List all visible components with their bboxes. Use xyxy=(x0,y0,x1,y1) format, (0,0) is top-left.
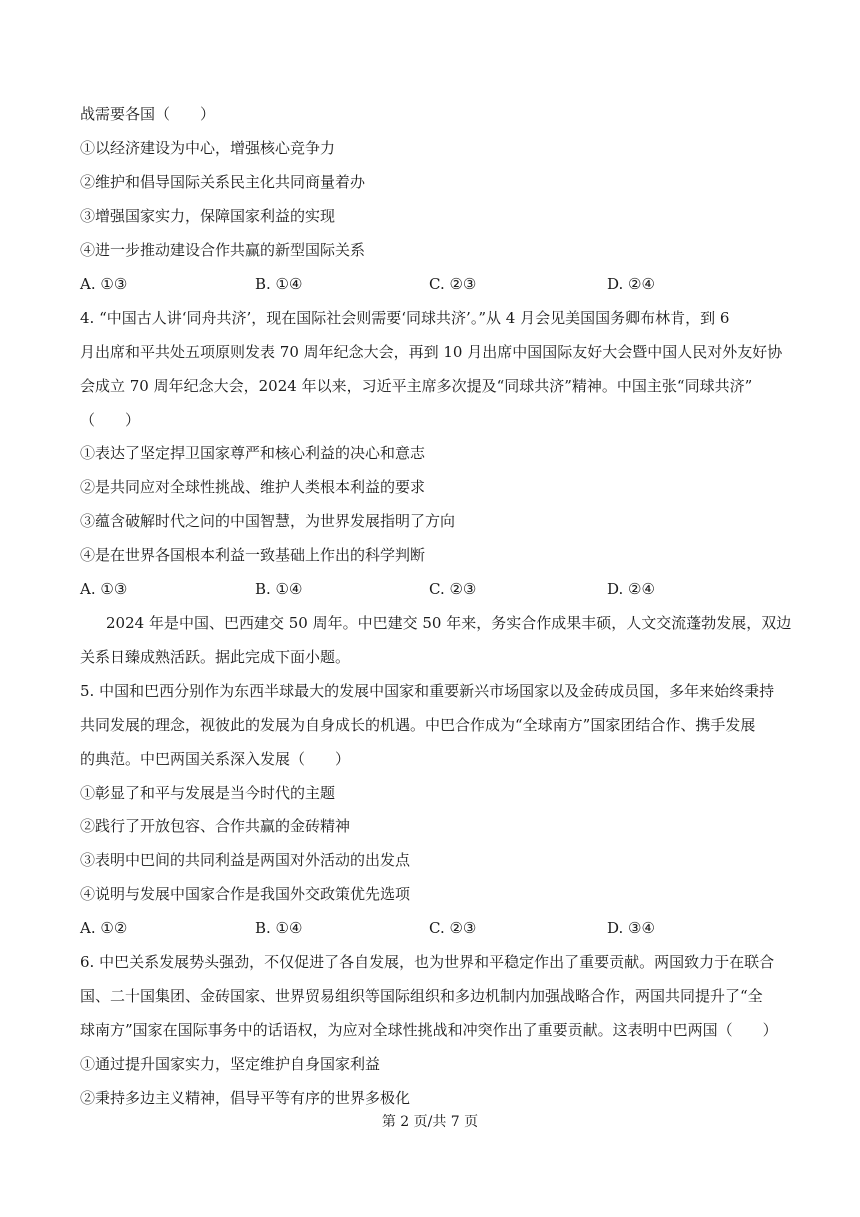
q4-options xyxy=(80,579,800,599)
q3-option-d: D. ②④ xyxy=(607,275,655,293)
q4-stem-line-1: 4. “中国古人讲‘同舟共济’，现在国际社会则需要‘同球共济’。”从 4 月会见美国国务卿布林肯，到 6 xyxy=(80,309,730,327)
q4-stem-line-4: （ ） xyxy=(80,411,141,429)
q3-option-a: A. ①③ xyxy=(80,275,128,293)
page-number-footer: 第 2 页/共 7 页 xyxy=(381,1114,479,1130)
q5-statement-1: ①彰显了和平与发展是当今时代的主题 xyxy=(80,784,336,802)
q6-statement-1: ①通过提升国家实力，坚定维护自身国家利益 xyxy=(80,1055,381,1073)
q4-stem-line-2: 月出席和平共处五项原则发表 70 周年纪念大会，再到 10 月出席中国国际友好大会暨中国人民对外友好协 xyxy=(80,343,783,361)
q3-statement-1: ①以经济建设为中心，增强核心竞争力 xyxy=(80,139,336,157)
q5-stem-line-2: 共同发展的理念，视彼此的发展为自身成长的机遇。中巴合作成为“全球南方”国家团结合作、携手发展 xyxy=(80,716,756,734)
q5-option-c: C. ②③ xyxy=(429,919,477,937)
q5-stem-line-1: 5. 中国和巴西分别作为东西半球最大的发展中国家和重要新兴市场国家以及金砖成员国，多年来始终秉持 xyxy=(80,682,775,700)
q4-option-b: B. ①④ xyxy=(255,580,303,598)
q5-stem-line-3: 的典范。中巴两国关系深入发展（ ） xyxy=(80,750,351,768)
q5-statement-4: ④说明与发展中国家合作是我国外交政策优先选项 xyxy=(80,885,411,903)
q4-statement-4: ④是在世界各国根本利益一致基础上作出的科学判断 xyxy=(80,546,426,564)
q3-statement-2: ②维护和倡导国际关系民主化共同商量着办 xyxy=(80,173,366,191)
q5-option-b: B. ①④ xyxy=(255,919,303,937)
q4-option-d: D. ②④ xyxy=(607,580,655,598)
q5-option-a: A. ①② xyxy=(80,919,128,937)
q3-option-c: C. ②③ xyxy=(429,275,477,293)
q6-stem-line-3: 球南方”国家在国际事务中的话语权，为应对全球性挑战和冲突作出了重要贡献。这表明中巴两国（ ） xyxy=(80,1021,778,1039)
q4-option-a: A. ①③ xyxy=(80,580,128,598)
q4-option-c: C. ②③ xyxy=(429,580,477,598)
material-line-1: 2024 年是中国、巴西建交 50 周年。中巴建交 50 年来，务实合作成果丰硕，人文交流蓬勃发展，双边 xyxy=(106,614,792,632)
q3-stem-tail: 战需要各国（ ） xyxy=(80,105,216,123)
q3-option-b: B. ①④ xyxy=(255,275,303,293)
q6-stem-line-2: 国、二十国集团、金砖国家、世界贸易组织等国际组织和多边机制内加强战略合作，两国共同提升了“全 xyxy=(80,987,763,1005)
q6-stem-line-1: 6. 中巴关系发展势头强劲，不仅促进了各自发展，也为世界和平稳定作出了重要贡献。两国致力于在联合 xyxy=(80,953,775,971)
q4-statement-1: ①表达了坚定捍卫国家尊严和核心利益的决心和意志 xyxy=(80,444,426,462)
q4-statement-3: ③蕴含破解时代之问的中国智慧，为世界发展指明了方向 xyxy=(80,512,456,530)
q5-option-d: D. ③④ xyxy=(607,919,655,937)
q6-statement-2: ②秉持多边主义精神，倡导平等有序的世界多极化 xyxy=(80,1089,411,1107)
q4-statement-2: ②是共同应对全球性挑战、维护人类根本利益的要求 xyxy=(80,478,426,496)
material-line-2: 关系日臻成熟活跃。据此完成下面小题。 xyxy=(80,648,351,666)
q5-options xyxy=(80,918,800,938)
q3-options xyxy=(80,274,800,294)
q3-statement-4: ④进一步推动建设合作共赢的新型国际关系 xyxy=(80,241,366,259)
q3-statement-3: ③增强国家实力，保障国家利益的实现 xyxy=(80,207,336,225)
q5-statement-3: ③表明中巴间的共同利益是两国对外活动的出发点 xyxy=(80,851,411,869)
q5-statement-2: ②践行了开放包容、合作共赢的金砖精神 xyxy=(80,817,351,835)
q4-stem-line-3: 会成立 70 周年纪念大会，2024 年以来，习近平主席多次提及“同球共济”精神。中国主张“同球共济” xyxy=(80,377,753,395)
